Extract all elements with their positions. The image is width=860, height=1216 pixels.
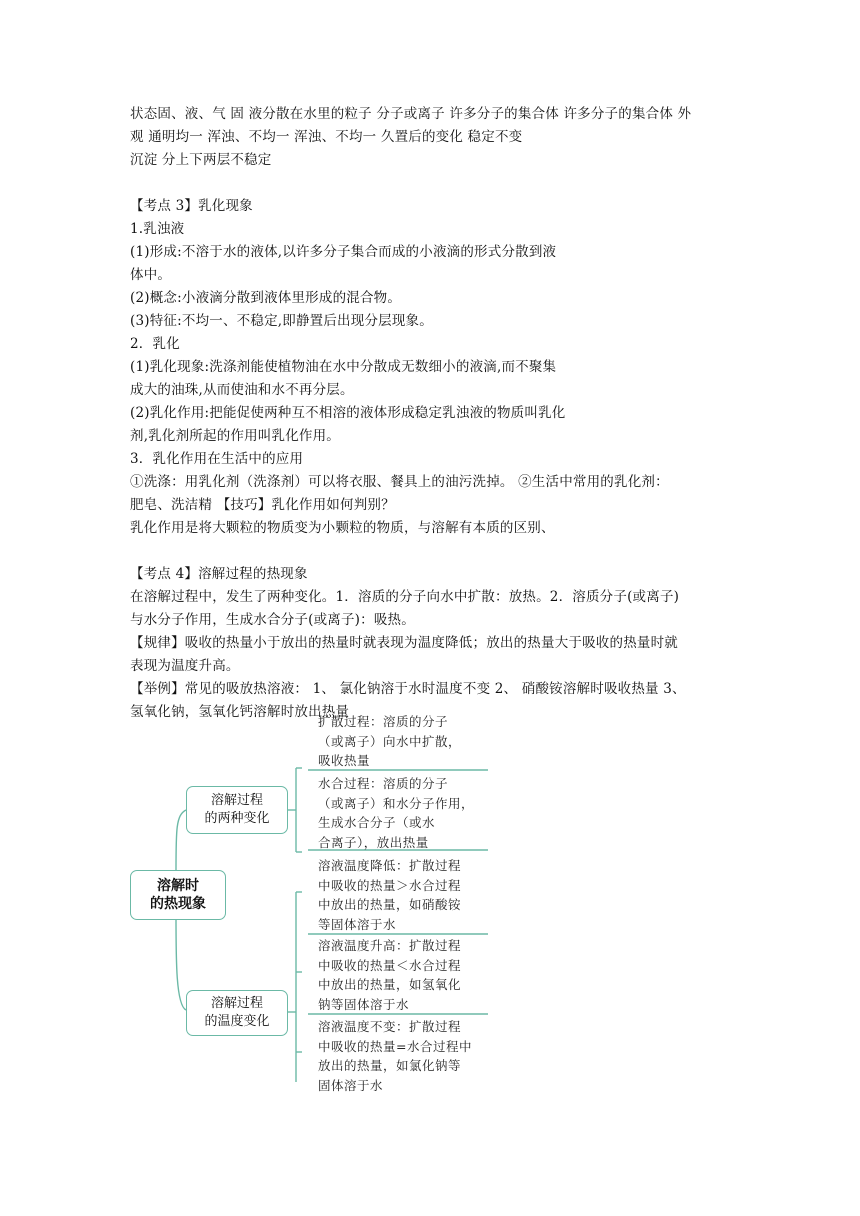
text-line: 1.乳浊液 — [130, 221, 185, 237]
text-line: ①洗涤：用乳化剂（洗涤剂）可以将衣服、餐具上的油污洗掉。 ②生活中常用的乳化剂： — [130, 474, 669, 490]
text-line: (1)乳化现象:洗涤剂能使植物油在水中分散成无数细小的液滴,而不聚集 — [130, 359, 557, 375]
section-heading: 【考点 3】乳化现象 — [130, 198, 253, 214]
mind-map-diagram — [128, 710, 498, 1100]
top-margin — [130, 0, 750, 103]
mind-map-branch-temperature-change: 溶解过程 的温度变化 — [186, 990, 288, 1036]
text-line: 表现为温度升高。 — [130, 658, 240, 674]
text-line: (2)乳化作用:把能促使两种互不相溶的液体形成稳定乳浊液的物质叫乳化 — [130, 405, 566, 421]
blank-line — [130, 172, 750, 195]
section-heading: 【考点 4】溶解过程的热现象 — [130, 566, 308, 582]
text-line: 体中。 — [130, 267, 172, 283]
mind-map-leaf-temp-unchanged: 溶液温度不变：扩散过程 中吸收的热量=水合过程中 放出的热量，如氯化钠等 固体溶于水 — [318, 1019, 472, 1093]
text-line: 在溶解过程中，发生了两种变化。1．溶质的分子向水中扩散：放热。2．溶质分子(或离子) — [130, 589, 680, 605]
text-line: 3．乳化作用在生活中的应用 — [130, 451, 304, 467]
blank-line — [130, 540, 750, 563]
text-line: (2)概念:小液滴分散到液体里形成的混合物。 — [130, 290, 402, 306]
mind-map-leaf-diffusion: 扩散过程：溶质的分子 （或离子）向水中扩散， 吸收热量 — [318, 714, 462, 768]
mind-map-branch-two-changes: 溶解过程 的两种变化 — [186, 786, 288, 834]
text-line: 乳化作用是将大颗粒的物质变为小颗粒的物质，与溶解有本质的区别、 — [130, 520, 555, 536]
text-line: 沉淀 分上下两层不稳定 — [130, 152, 272, 168]
text-line: 氢氧化钠，氢氧化钙溶解时放出热量 — [130, 704, 350, 720]
mind-map-root: 溶解时 的热现象 — [130, 870, 226, 920]
text-line: 【举例】常见的吸放热溶液： 1、 氯化钠溶于水时温度不变 2、 硝酸铵溶解时吸收热量 3、 — [130, 681, 686, 697]
text-line: 【规律】吸收的热量小于放出的热量时就表现为温度降低；放出的热量大于吸收的热量时就 — [130, 635, 678, 651]
text-line: 状态固、液、气 固 液分散在水里的粒子 分子或离子 许多分子的集合体 许多分子的集合体 外 — [130, 106, 692, 122]
document-body — [130, 0, 750, 724]
mind-map-leaf-temp-decrease: 溶液温度降低：扩散过程 中吸收的热量＞水合过程 中放出的热量，如硝酸铵 等固体溶于水 — [318, 858, 462, 932]
text-line: (1)形成:不溶于水的液体,以许多分子集合而成的小液滴的形式分散到液 — [130, 244, 557, 260]
text-line: 肥皂、洗洁精 【技巧】乳化作用如何判别？ — [130, 497, 395, 513]
text-line: 2．乳化 — [130, 336, 180, 352]
mind-map-leaf-hydration: 水合过程：溶质的分子 （或离子）和水分子作用， 生成水合分子（或水 合离子），放出热量 — [318, 776, 475, 850]
text-line: 与水分子作用，生成水合分子(或离子)：吸热。 — [130, 612, 415, 628]
mind-map-leaf-temp-increase: 溶液温度升高：扩散过程 中吸收的热量＜水合过程 中放出的热量，如氢氧化 钠等固体溶于水 — [318, 938, 462, 1012]
text-line: 剂,乳化剂所起的作用叫乳化作用。 — [130, 428, 340, 444]
text-line: 观 通明均一 浑浊、不均一 浑浊、不均一 久置后的变化 稳定不变 — [130, 129, 523, 145]
text-line: 成大的油珠,从而使油和水不再分层。 — [130, 382, 354, 398]
text-line: (3)特征:不均一、不稳定,即静置后出现分层现象。 — [130, 313, 433, 329]
